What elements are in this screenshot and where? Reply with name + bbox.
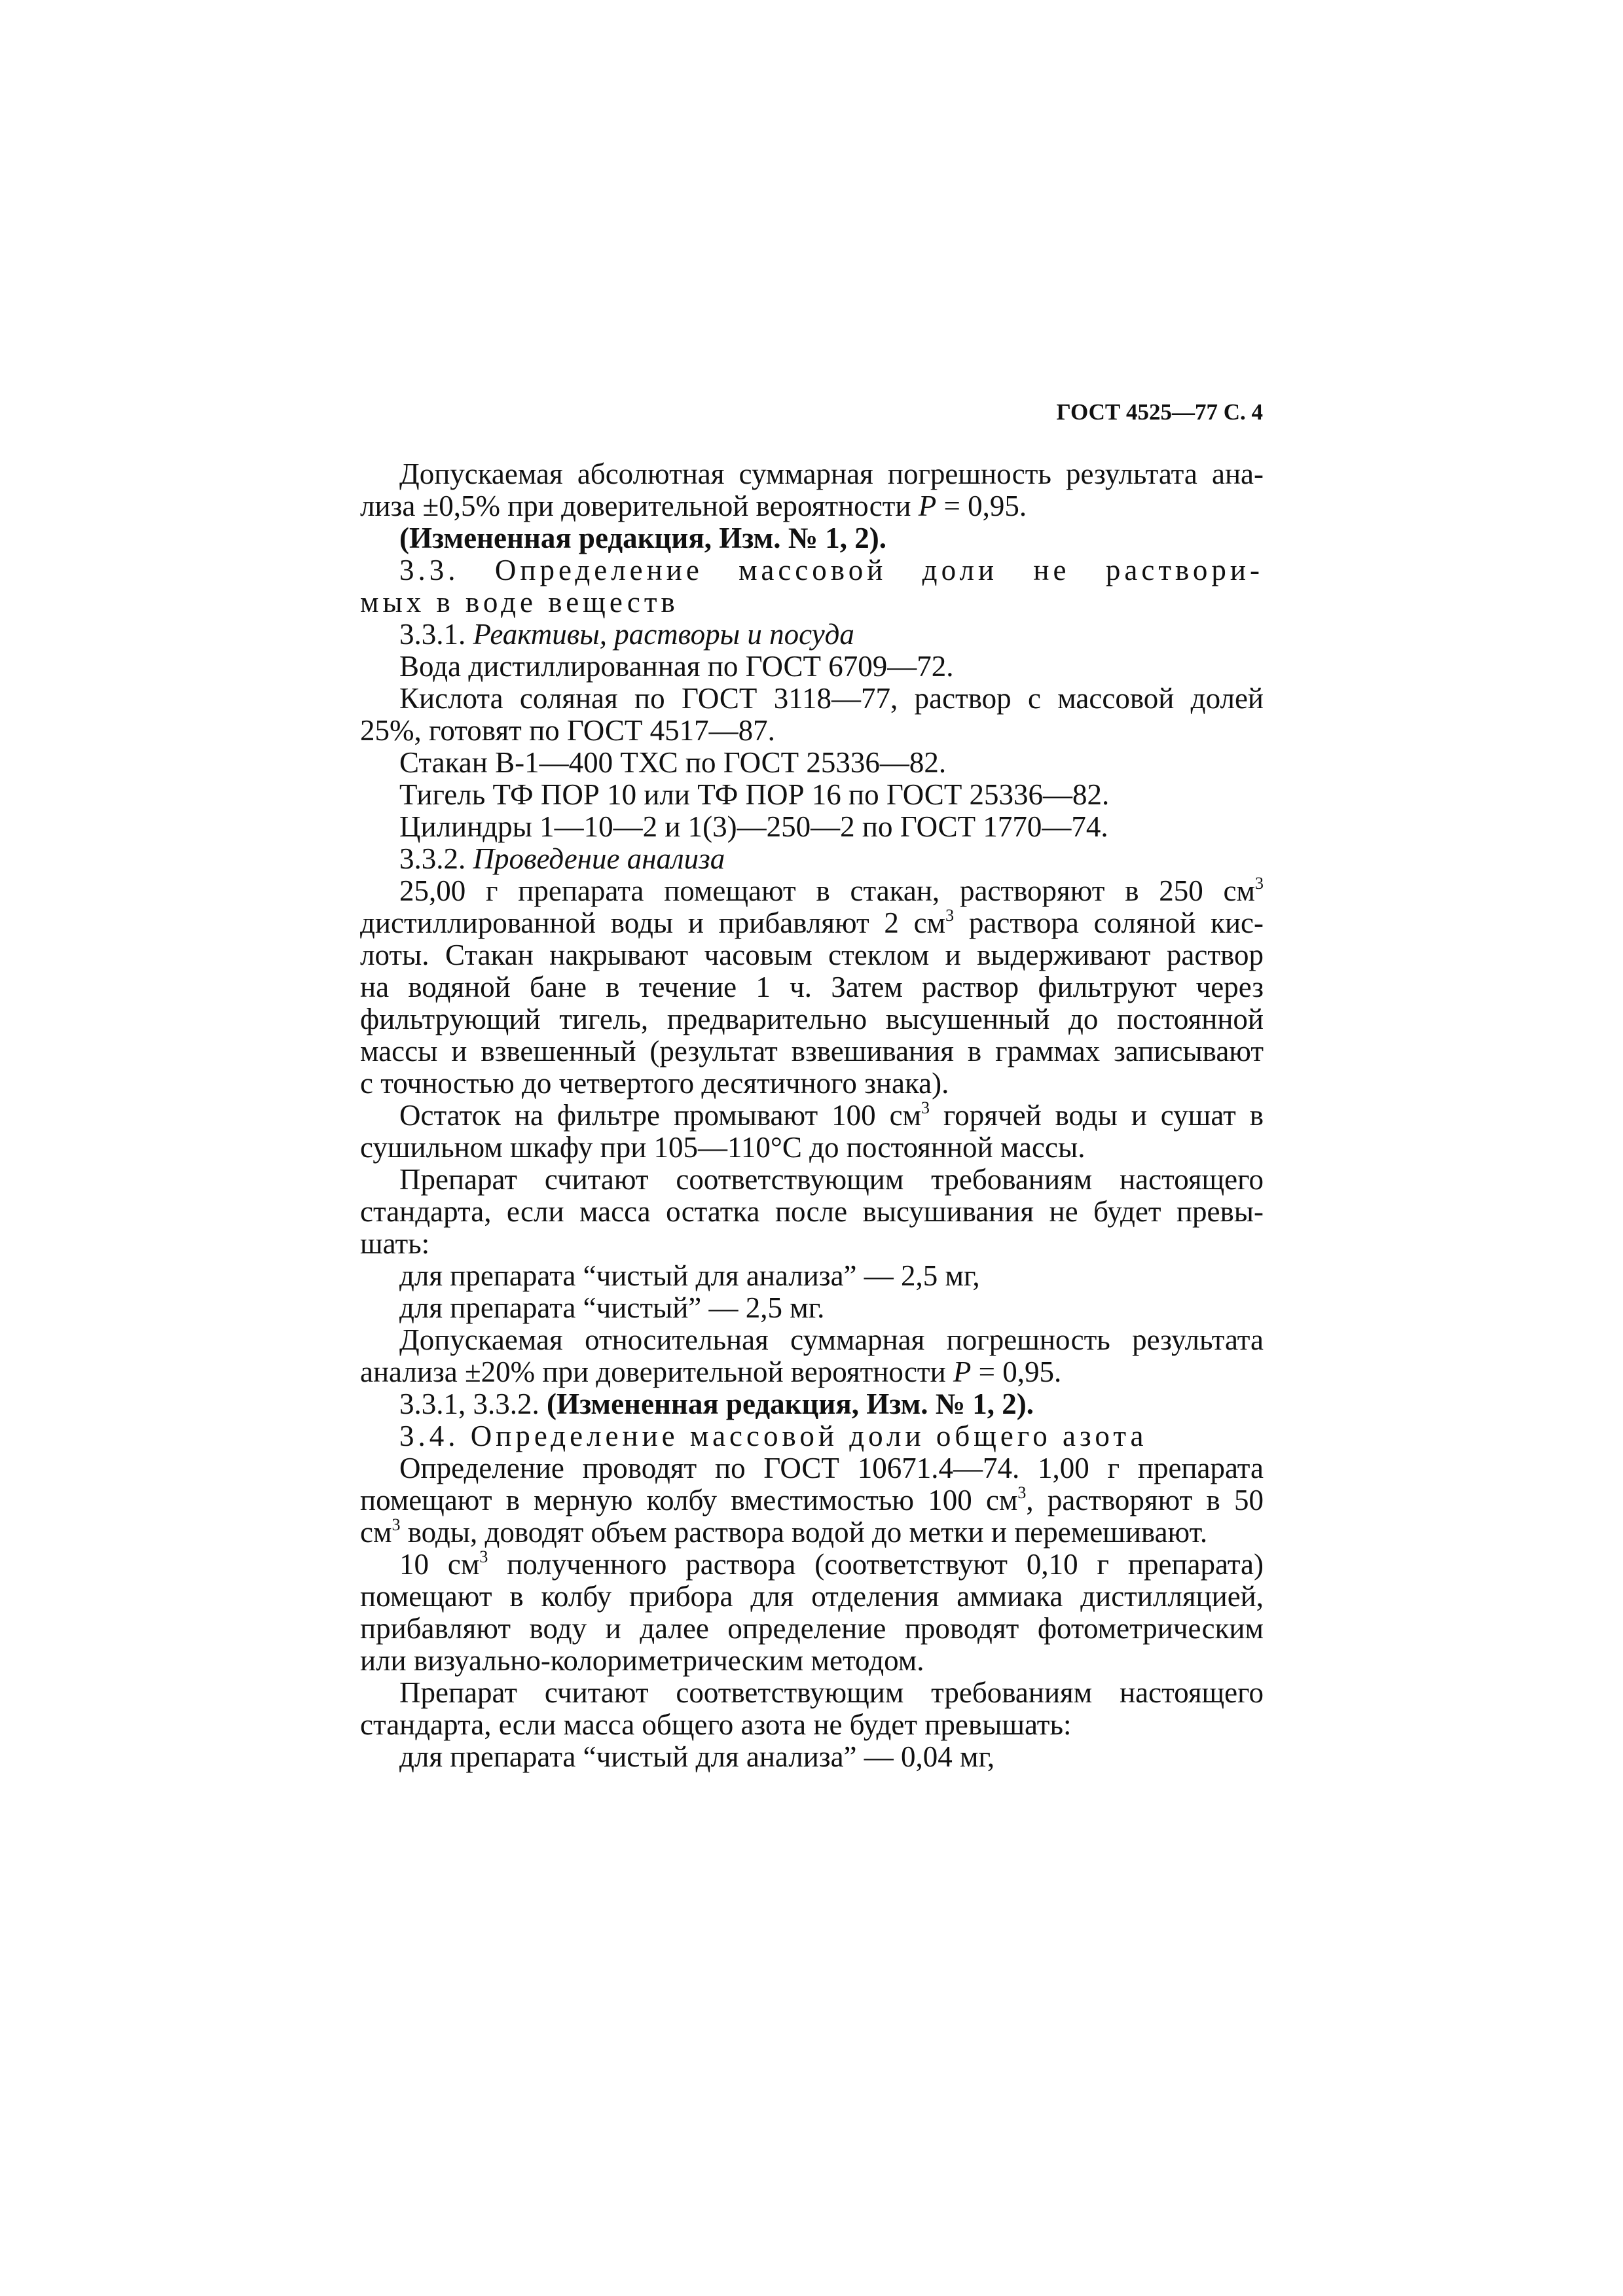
nitrogen-line: помещают в мерную колбу вместимостью 100 $см^3$, растворяют в 50 [360, 1483, 1264, 1516]
section-3-4-heading: 3.4. Определение массовой доли общего азота [399, 1420, 1148, 1452]
procedure-line: 25,00 г препарата помещают в стакан, растворяют в 250 $см^3$ [399, 874, 1264, 907]
limit-analysis-grade: для препарата “чистый для анализа” — 2,5 мг, [399, 1259, 980, 1292]
procedure-line: фильтрующий тигель, предварительно высушенный до постоянной [360, 1003, 1264, 1035]
procedure-line: с точностью до четвертого десятичного знака). [360, 1067, 949, 1100]
requirement-line: стандарта, если масса остатка после высушивания не будет превы- [360, 1195, 1264, 1228]
section-3-3-heading-cont: мых в воде веществ [360, 586, 679, 619]
distillation-line: или визуально-колориметрическим методом. [360, 1644, 924, 1677]
distillation-line: помещают в колбу прибора для отделения аммиака дистилляцией, [360, 1580, 1264, 1613]
nitrogen-line: Определение проводят по ГОСТ 10671.4—74. 1,00 г препарата [399, 1452, 1264, 1484]
relative-error-line: Допускаемая относительная суммарная погрешность результата [399, 1323, 1264, 1356]
procedure-line: массы и взвешенный (результат взвешивания в граммах записывают [360, 1035, 1264, 1067]
nitrogen-limit-analysis-grade: для препарата “чистый для анализа” — 0,04 мг, [399, 1740, 995, 1773]
reagent-acid: Кислота соляная по ГОСТ 3118—77, раствор с массовой долей [399, 682, 1264, 715]
error-line: Допускаемая абсолютная суммарная погрешность результата ана- [399, 457, 1264, 490]
limit-pure-grade: для препарата “чистый” — 2,5 мг. [399, 1291, 825, 1324]
subsection-3-3-1-heading: 3.3.1. Реактивы, растворы и посуда [399, 618, 854, 651]
requirement-line: Препарат считают соответствующим требованиям настоящего [399, 1163, 1264, 1196]
distillation-line: прибавляют воду и далее определение проводят фотометрическим [360, 1612, 1264, 1645]
reagent-acid-cont: 25%, готовят по ГОСТ 4517—87. [360, 714, 775, 747]
procedure-line: на водяной бане в течение 1 ч. Затем раствор фильтруют через [360, 971, 1264, 1003]
reagent-beaker: Стакан В-1—400 ТХС по ГОСТ 25336—82. [399, 746, 947, 779]
nitrogen-requirement-line: Препарат считают соответствующим требованиям настоящего [399, 1676, 1264, 1709]
procedure-line: дистиллированной воды и прибавляют 2 $см^3$ раствора соляной кис- [360, 906, 1264, 939]
residue-line: сушильном шкафу при 105—110°С до постоянной массы. [360, 1131, 1085, 1164]
requirement-line: шать: [360, 1227, 430, 1260]
relative-error-line: анализа ±20% при доверительной вероятности P = 0,95. [360, 1355, 1062, 1388]
body-text [360, 458, 1264, 1773]
procedure-line: лоты. Стакан накрывают часовым стеклом и выдерживают раствор [360, 939, 1264, 971]
subsection-3-3-2-heading: 3.3.2. Проведение анализа [399, 842, 725, 875]
reagent-cylinders: Цилиндры 1—10—2 и 1(3)—250—2 по ГОСТ 1770—74. [399, 810, 1108, 843]
nitrogen-line: $см^3$ воды, доводят объем раствора водой до метки и перемешивают. [360, 1515, 1208, 1549]
residue-line: Остаток на фильтре промывают 100 $см^3$ горячей воды и сушат в [399, 1098, 1264, 1132]
page-header: ГОСТ 4525—77 С. 4 [1056, 399, 1263, 425]
nitrogen-requirement-line: стандарта, если масса общего азота не будет превышать: [360, 1708, 1072, 1741]
error-line-cont: лиза ±0,5% при доверительной вероятности P = 0,95. [360, 490, 1027, 522]
reagent-crucible: Тигель ТФ ПОР 10 или ТФ ПОР 16 по ГОСТ 25336—82. [399, 778, 1110, 811]
distillation-line: 10 $см^3$ полученного раствора (соответствуют 0,10 г препарата) [399, 1547, 1264, 1581]
section-3-3-heading: 3.3. Определение массовой доли не раствори- [399, 554, 1264, 586]
revision-note: (Измененная редакция, Изм. № 1, 2). [399, 522, 887, 554]
reagent-water: Вода дистиллированная по ГОСТ 6709—72. [399, 650, 954, 683]
revision-note-2: 3.3.1, 3.3.2. (Измененная редакция, Изм. № 1, 2). [399, 1388, 1034, 1420]
